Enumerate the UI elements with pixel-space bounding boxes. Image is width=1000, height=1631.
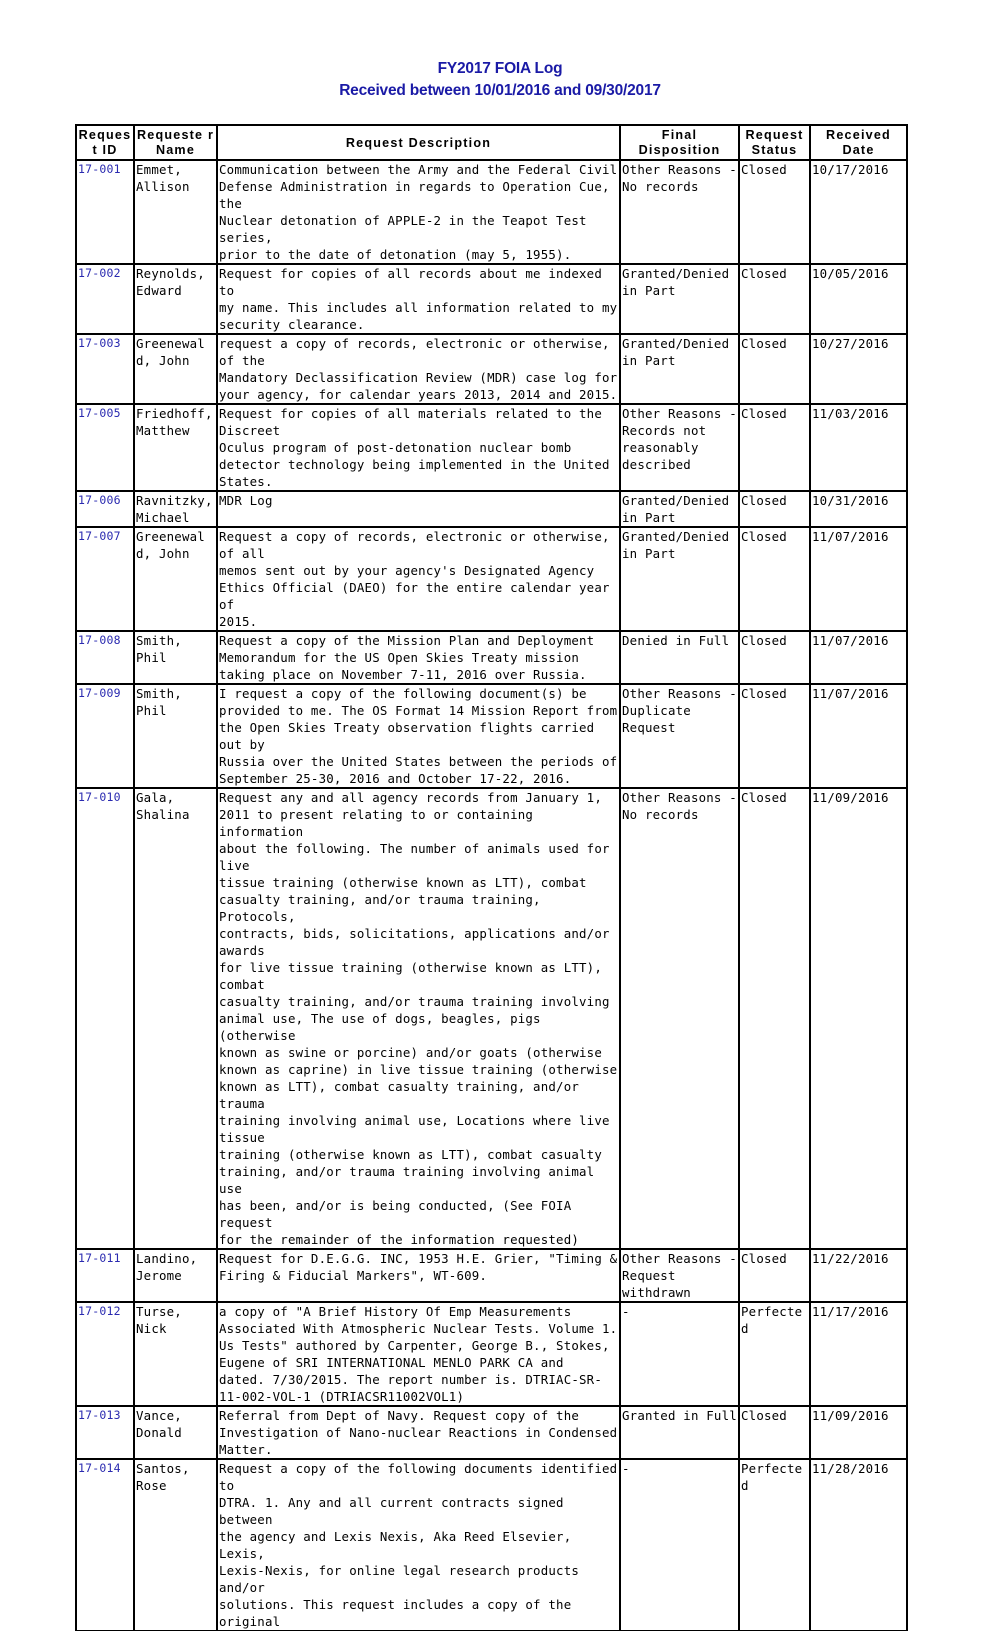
received-date-value: 11/07/2016 [812, 686, 889, 701]
received-date-value: 10/31/2016 [812, 493, 889, 508]
received-date-cell [810, 1302, 907, 1406]
request-id-value: 17-014 [78, 1461, 121, 1475]
header-request-id: Reques t ID [76, 125, 134, 160]
received-date-cell [810, 788, 907, 1249]
final-disposition-cell [620, 788, 739, 1249]
request-description-cell [217, 1249, 620, 1302]
received-date-cell [810, 491, 907, 527]
request-status-value: Closed [741, 1251, 787, 1266]
requester-name-cell [134, 1249, 217, 1302]
final-disposition-cell [620, 491, 739, 527]
table-row [76, 788, 907, 1249]
received-date-value: 11/07/2016 [812, 633, 889, 648]
request-id-cell [76, 631, 134, 684]
request-description-cell [217, 1406, 620, 1459]
table-row [76, 1406, 907, 1459]
request-id-value: 17-008 [78, 633, 121, 647]
request-description-value: Request a copy of the following documents identified to DTRA. 1. Any and all current contracts signed between the agency and Lexis Nexis, Aka Reed Elsevier, Lexis, Lexis-Nexis, for online legal research products and/or solutions. This request includes a copy of the original [219, 1461, 618, 1629]
requester-name-value: Greenewal d, John [136, 529, 205, 561]
table-row [76, 1249, 907, 1302]
request-id-value: 17-002 [78, 266, 121, 280]
request-description-value: Request a copy of records, electronic or otherwise, of all memos sent out by your agency's Designated Agency Ethics Official (DAEO) for the entire calendar year of 2015. [219, 529, 610, 629]
received-date-value: 11/22/2016 [812, 1251, 889, 1266]
request-id-cell [76, 491, 134, 527]
request-id-cell [76, 684, 134, 788]
request-description-cell [217, 684, 620, 788]
table-row [76, 264, 907, 334]
table-header-row [76, 125, 907, 160]
request-id-value: 17-007 [78, 529, 121, 543]
final-disposition-value: Other Reasons - No records [622, 790, 737, 822]
request-status-cell [739, 264, 810, 334]
request-status-value: Closed [741, 162, 787, 177]
request-id-value: 17-009 [78, 686, 121, 700]
header-request-status: Request Status [739, 125, 810, 160]
final-disposition-cell [620, 1249, 739, 1302]
final-disposition-cell [620, 1459, 739, 1631]
foia-log-table [75, 124, 908, 1631]
final-disposition-cell [620, 404, 739, 491]
requester-name-value: Turse, Nick [136, 1304, 190, 1336]
received-date-cell [810, 1249, 907, 1302]
request-description-value: a copy of "A Brief History Of Emp Measurements Associated With Atmospheric Nuclear Tests. Volume 1. Us Tests" authored by Carpenter, George B., Stokes, Eugene of SRI INTERNATIONAL MENLO PARK CA and dated. 7/30/2015. The report number is. DTRIAC-SR- 11-002-VOL-1 (DTRIACSR11002VOL1) [219, 1304, 618, 1404]
header-requester-name: Requeste r Name [134, 125, 217, 160]
request-description-cell [217, 160, 620, 264]
request-id-value: 17-013 [78, 1408, 121, 1422]
request-description-cell [217, 404, 620, 491]
final-disposition-value: Granted/Denied in Part [622, 266, 730, 298]
requester-name-value: Friedhoff, Matthew [136, 406, 213, 438]
request-description-cell [217, 1459, 620, 1631]
final-disposition-cell [620, 264, 739, 334]
request-id-value: 17-010 [78, 790, 121, 804]
request-status-cell [739, 1406, 810, 1459]
requester-name-cell [134, 631, 217, 684]
request-status-value: Closed [741, 266, 787, 281]
request-status-cell [739, 160, 810, 264]
request-description-cell [217, 264, 620, 334]
request-description-cell [217, 1302, 620, 1406]
header-request-description: Request Description [217, 125, 620, 160]
final-disposition-cell [620, 684, 739, 788]
requester-name-value: Smith, Phil [136, 633, 190, 665]
requester-name-cell [134, 264, 217, 334]
requester-name-cell [134, 1302, 217, 1406]
request-id-value: 17-001 [78, 162, 121, 176]
request-id-value: 17-012 [78, 1304, 121, 1318]
received-date-value: 10/17/2016 [812, 162, 889, 177]
request-status-cell [739, 788, 810, 1249]
request-description-value: Request a copy of the Mission Plan and Deployment Memorandum for the US Open Skies Treaty mission taking place on November 7-11, 2016 over Russia. [219, 633, 595, 682]
received-date-cell [810, 404, 907, 491]
request-description-value: I request a copy of the following document(s) be provided to me. The OS Format 14 Mission Report from the Open Skies Treaty observation flights carried out by Russia over the United States between the periods of September 25-30, 2016 and October 17-22, 2016. [219, 686, 618, 786]
request-id-cell [76, 1249, 134, 1302]
final-disposition-cell [620, 160, 739, 264]
request-status-value: Perfected [741, 1461, 803, 1493]
request-status-cell [739, 1459, 810, 1631]
final-disposition-cell [620, 1406, 739, 1459]
final-disposition-value: Other Reasons - Request withdrawn [622, 1251, 737, 1300]
request-id-cell [76, 264, 134, 334]
request-description-cell [217, 788, 620, 1249]
request-status-value: Closed [741, 406, 787, 421]
received-date-cell [810, 264, 907, 334]
request-id-cell [76, 527, 134, 631]
request-status-value: Closed [741, 1408, 787, 1423]
document-header [0, 58, 1000, 102]
final-disposition-value: Granted/Denied in Part [622, 336, 730, 368]
received-date-cell [810, 1406, 907, 1459]
table-row [76, 1459, 907, 1631]
requester-name-value: Smith, Phil [136, 686, 190, 718]
requester-name-cell [134, 1459, 217, 1631]
request-status-cell [739, 404, 810, 491]
final-disposition-cell [620, 527, 739, 631]
log-subtitle: Received between 10/01/2016 and 09/30/2017 [339, 82, 661, 99]
final-disposition-value: Granted/Denied in Part [622, 529, 730, 561]
table-row [76, 160, 907, 264]
requester-name-cell [134, 160, 217, 264]
request-description-value: Request any and all agency records from January 1, 2011 to present relating to or containing information about the following. The number of animals used for live tissue training (otherwise known as LTT), combat casualty training, and/or trauma training, Protocols, contracts, bids, solicitations, applications and/or awards for live tissue training (otherwise known as LTT), combat casualty training, and/or trauma training involving animal use, The use of dogs, beagles, pigs (otherwise known as swine or porcine) and/or goats (otherwise known as caprine) in live tissue training (otherwise known as LTT), combat casualty training, and/or trauma training involving animal use, Locations where live tissue training (otherwise known as LTT), combat casualty training, and/or trauma training involving animal use has been, and/or is being conducted, (See FOIA request for the remainder of the information requested) [219, 790, 618, 1247]
received-date-cell [810, 684, 907, 788]
final-disposition-value: Other Reasons - No records [622, 162, 737, 194]
request-status-value: Closed [741, 686, 787, 701]
request-status-cell [739, 631, 810, 684]
requester-name-cell [134, 788, 217, 1249]
received-date-value: 10/27/2016 [812, 336, 889, 351]
table-row [76, 404, 907, 491]
requester-name-value: Emmet, Allison [136, 162, 190, 194]
requester-name-cell [134, 527, 217, 631]
requester-name-cell [134, 684, 217, 788]
received-date-cell [810, 631, 907, 684]
request-id-value: 17-005 [78, 406, 121, 420]
received-date-cell [810, 527, 907, 631]
received-date-value: 11/17/2016 [812, 1304, 889, 1319]
final-disposition-cell [620, 334, 739, 404]
requester-name-value: Vance, Donald [136, 1408, 182, 1440]
request-id-cell [76, 1459, 134, 1631]
received-date-cell [810, 160, 907, 264]
request-status-cell [739, 491, 810, 527]
request-description-value: Request for copies of all materials related to the Discreet Oculus program of post-detonation nuclear bomb detector technology being implemented in the United States. [219, 406, 610, 489]
request-status-cell [739, 1302, 810, 1406]
request-description-cell [217, 527, 620, 631]
request-id-cell [76, 334, 134, 404]
requester-name-cell [134, 404, 217, 491]
request-id-value: 17-006 [78, 493, 121, 507]
request-id-cell [76, 788, 134, 1249]
table-body [76, 160, 907, 1631]
request-id-value: 17-011 [78, 1251, 121, 1265]
requester-name-value: Reynolds, Edward [136, 266, 205, 298]
request-description-value: Request for copies of all records about me indexed to my name. This includes all information related to my security clearance. [219, 266, 618, 332]
received-date-cell [810, 334, 907, 404]
requester-name-cell [134, 491, 217, 527]
request-id-value: 17-003 [78, 336, 121, 350]
request-description-value: Referral from Dept of Navy. Request copy of the Investigation of Nano-nuclear Reactions in Condensed Matter. [219, 1408, 618, 1457]
requester-name-cell [134, 334, 217, 404]
requester-name-value: Ravnitzky, Michael [136, 493, 213, 525]
final-disposition-value: Other Reasons - Records not reasonably described [622, 406, 737, 472]
request-id-cell [76, 160, 134, 264]
table-row [76, 527, 907, 631]
header-final-disposition: Final Disposition [620, 125, 739, 160]
request-status-value: Perfected [741, 1304, 803, 1336]
table-row [76, 491, 907, 527]
request-description-cell [217, 491, 620, 527]
requester-name-value: Greenewal d, John [136, 336, 205, 368]
received-date-cell [810, 1459, 907, 1631]
final-disposition-value: - [622, 1461, 630, 1476]
request-status-cell [739, 1249, 810, 1302]
final-disposition-cell [620, 631, 739, 684]
final-disposition-cell [620, 1302, 739, 1406]
final-disposition-value: Granted in Full [622, 1408, 737, 1423]
received-date-value: 11/07/2016 [812, 529, 889, 544]
received-date-value: 10/05/2016 [812, 266, 889, 281]
request-status-value: Closed [741, 336, 787, 351]
table-row [76, 684, 907, 788]
table-row [76, 1302, 907, 1406]
request-id-cell [76, 1406, 134, 1459]
request-description-cell [217, 334, 620, 404]
received-date-value: 11/09/2016 [812, 1408, 889, 1423]
log-title: FY2017 FOIA Log [437, 60, 563, 77]
final-disposition-value: Other Reasons - Duplicate Request [622, 686, 737, 735]
request-status-value: Closed [741, 790, 787, 805]
received-date-value: 11/03/2016 [812, 406, 889, 421]
final-disposition-value: Denied in Full [622, 633, 730, 648]
request-status-value: Closed [741, 529, 787, 544]
received-date-value: 11/28/2016 [812, 1461, 889, 1476]
header-received-date: Received Date [810, 125, 907, 160]
request-id-cell [76, 404, 134, 491]
received-date-value: 11/09/2016 [812, 790, 889, 805]
requester-name-value: Gala, Shalina [136, 790, 190, 822]
table-row [76, 631, 907, 684]
request-description-value: request a copy of records, electronic or otherwise, of the Mandatory Declassification Review (MDR) case log for your agency, for calendar years 2013, 2014 and 2015. [219, 336, 618, 402]
request-description-value: Communication between the Army and the Federal Civil Defense Administration in regards to Operation Cue, the Nuclear detonation of APPLE-2 in the Teapot Test series, prior to the date of detonation (may 5, 1955). [219, 162, 618, 262]
request-status-cell [739, 334, 810, 404]
requester-name-value: Santos, Rose [136, 1461, 190, 1493]
requester-name-value: Landino, Jerome [136, 1251, 198, 1283]
request-status-value: Closed [741, 493, 787, 508]
final-disposition-value: - [622, 1304, 630, 1319]
final-disposition-value: Granted/Denied in Part [622, 493, 730, 525]
requester-name-cell [134, 1406, 217, 1459]
request-description-value: MDR Log [219, 493, 273, 508]
request-description-cell [217, 631, 620, 684]
request-status-cell [739, 684, 810, 788]
table-row [76, 334, 907, 404]
request-id-cell [76, 1302, 134, 1406]
request-status-value: Closed [741, 633, 787, 648]
request-status-cell [739, 527, 810, 631]
request-description-value: Request for D.E.G.G. INC, 1953 H.E. Grier, "Timing & Firing & Fiducial Markers", WT-609. [219, 1251, 618, 1283]
